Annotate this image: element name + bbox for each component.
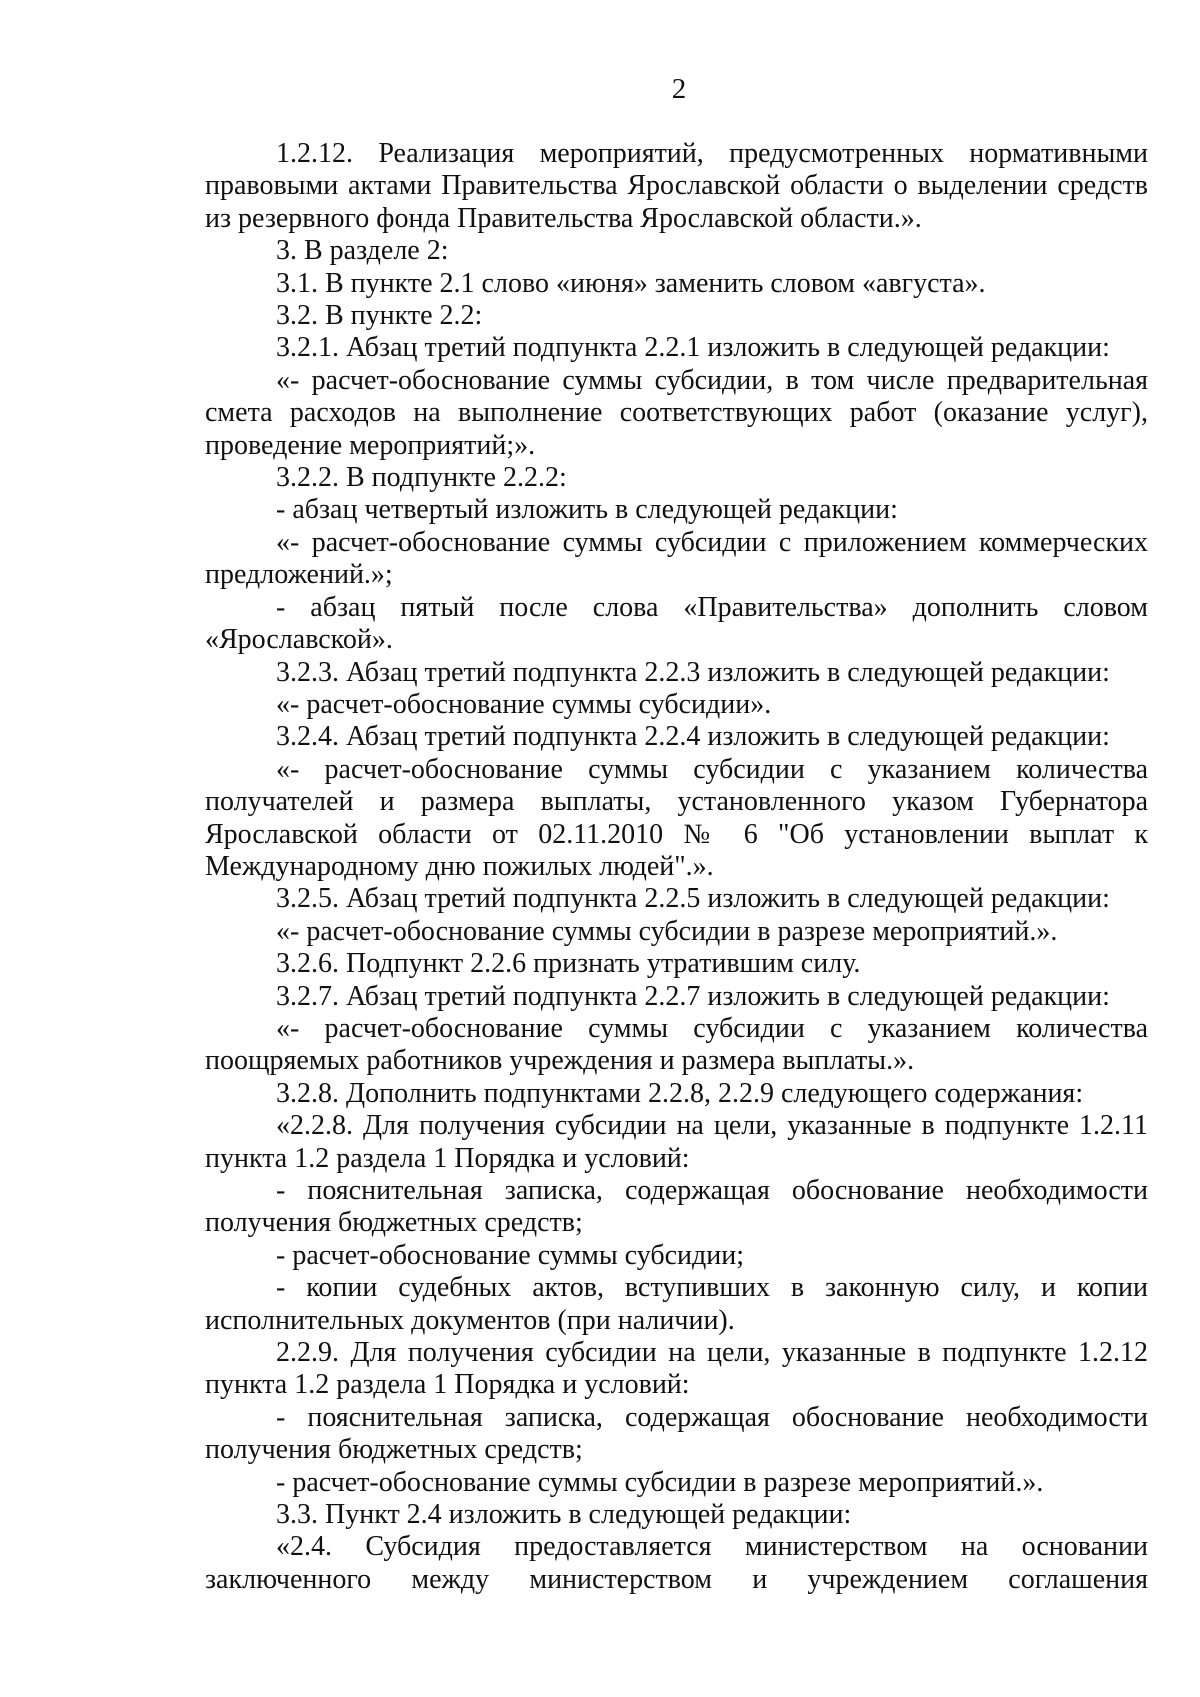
paragraph: - абзац четвертый изложить в следующей редакции: <box>276 494 898 526</box>
paragraph: «2.4. Субсидия предоставляется министерством на основании заключенного между министерством и учреждением соглашения <box>205 1531 1148 1595</box>
paragraph: 3.2.5. Абзац третий подпункта 2.2.5 изложить в следующей редакции: <box>276 883 1110 915</box>
paragraph: - пояснительная записка, содержащая обоснование необходимости получения бюджетных средств; <box>205 1175 1148 1239</box>
document-body <box>205 138 1148 1596</box>
paragraph: «- расчет-обоснование суммы субсидии с указанием количества поощряемых работников учреждения и размера выплаты.». <box>205 1012 1148 1077</box>
paragraph: «- расчет-обоснование суммы субсидии с приложением коммерческих предложений.»; <box>205 526 1148 591</box>
paragraph: - пояснительная записка, содержащая обоснование необходимости получения бюджетных средств; <box>205 1401 1148 1466</box>
paragraph: «- расчет-обоснование суммы субсидии». <box>276 688 772 720</box>
paragraph: 2.2.9. Для получения субсидии на цели, указанные в подпункте 1.2.12 пункта 1.2 раздела 1 Порядка и условий: <box>205 1337 1148 1401</box>
paragraph: - абзац пятый после слова «Правительства» дополнить словом «Ярославской». <box>205 591 1148 656</box>
paragraph: 3.2.2. В подпункте 2.2.2: <box>276 462 567 494</box>
paragraph: - копии судебных актов, вступивших в законную силу, и копии исполнительных документов (при наличии). <box>205 1272 1148 1336</box>
paragraph: «- расчет-обоснование суммы субсидии, в том числе предварительная смета расходов на выполнение соответствующих работ (оказание услуг), проведение мероприятий;». <box>205 364 1148 461</box>
paragraph: 3.2.1. Абзац третий подпункта 2.2.1 изложить в следующей редакции: <box>276 332 1110 364</box>
page-number: 2 <box>671 73 687 105</box>
paragraph: «2.2.8. Для получения субсидии на цели, указанные в подпункте 1.2.11 пункта 1.2 раздела 1 Порядка и условий: <box>205 1110 1148 1174</box>
paragraph: 3.2. В пункте 2.2: <box>276 300 483 332</box>
paragraph: 3.3. Пункт 2.4 изложить в следующей редакции: <box>276 1499 852 1531</box>
paragraph: 3.2.3. Абзац третий подпункта 2.2.3 изложить в следующей редакции: <box>276 656 1110 688</box>
paragraph: 3.2.8. Дополнить подпунктами 2.2.8, 2.2.9 следующего содержания: <box>276 1077 1084 1109</box>
paragraph: «- расчет-обоснование суммы субсидии с указанием количества получателей и размера выплаты, установленного указом Губернатора Ярославской области от 02.11.2010 № 6 "Об установлении выплат к Международному дню пожилых людей".». <box>205 753 1148 882</box>
paragraph: - расчет-обоснование суммы субсидии в разрезе мероприятий.». <box>276 1466 1044 1498</box>
paragraph: 3.2.4. Абзац третий подпункта 2.2.4 изложить в следующей редакции: <box>276 721 1110 753</box>
paragraph: - расчет-обоснование суммы субсидии; <box>276 1239 745 1271</box>
paragraph: 1.2.12. Реализация мероприятий, предусмотренных нормативными правовыми актами Правительства Ярославской области о выделении средств из резервного фонда Правительства Ярославской области.». <box>205 138 1148 234</box>
paragraph: 3.2.6. Подпункт 2.2.6 признать утратившим силу. <box>276 948 861 980</box>
paragraph: 3.1. В пункте 2.1 слово «июня» заменить словом «августа». <box>276 267 986 299</box>
paragraph: 3.2.7. Абзац третий подпункта 2.2.7 изложить в следующей редакции: <box>276 980 1110 1012</box>
paragraph: «- расчет-обоснование суммы субсидии в разрезе мероприятий.». <box>276 915 1058 947</box>
paragraph: 3. В разделе 2: <box>276 235 449 267</box>
